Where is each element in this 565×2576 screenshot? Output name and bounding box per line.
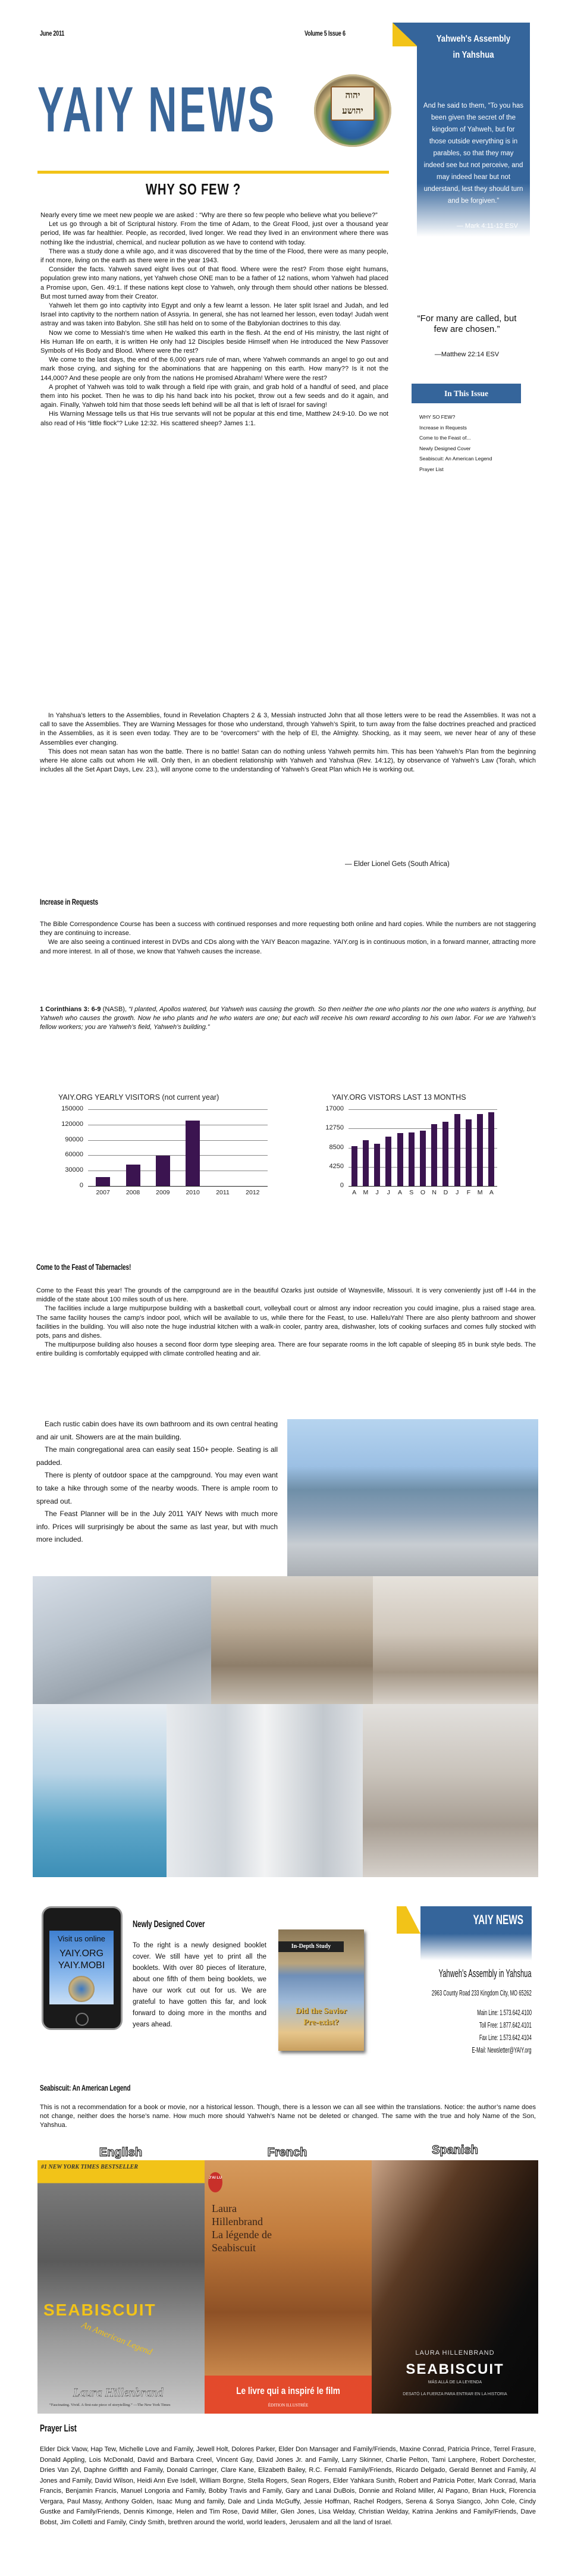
chart-title: YAIY.ORG YEARLY VISITORS (not current year)	[58, 1093, 219, 1102]
bar	[488, 1112, 494, 1186]
sidebar-heading-line1: Yahweh's Assembly	[436, 34, 511, 44]
cover-title: SEABISCUIT	[43, 2301, 156, 2319]
scroll-icon	[331, 86, 375, 121]
contact-email[interactable]	[357, 2046, 532, 2054]
x-tick-label: 2012	[246, 1189, 260, 1196]
sidebar-heading-line2: in Yahshua	[453, 50, 494, 60]
phone-url-org[interactable]: YAIY.ORG	[59, 1949, 104, 1959]
x-tick-label: D	[443, 1189, 448, 1196]
booklet-title	[278, 2006, 364, 2028]
y-tick-label: 17000	[325, 1105, 344, 1112]
cover-english	[37, 2160, 205, 2414]
phone-screen	[49, 1931, 114, 2004]
booklet-title-line1: Did the Savior	[295, 2007, 347, 2016]
x-tick-label: F	[466, 1189, 471, 1196]
cover-author: LAURA HILLENBRAND	[415, 2349, 495, 2357]
y-tick-label: 12750	[325, 1124, 344, 1132]
issue-volume: Volume 5 Issue 6	[305, 29, 346, 37]
toc-item[interactable]: WHY SO FEW?	[419, 414, 456, 420]
sidebar-heading	[427, 31, 520, 63]
cover-title: SEABISCUIT	[406, 2361, 504, 2377]
photo-meeting-hall	[287, 1419, 538, 1576]
x-tick-label: A	[398, 1189, 403, 1196]
bar	[385, 1137, 391, 1186]
section-heading: Come to the Feast of Tabernacles!	[36, 1262, 131, 1272]
x-tick-label: 2008	[125, 1189, 140, 1196]
paragraph: This does not mean satan has won the battle. There is no battle! Satan can do nothing unless Yahweh permits him. This has been Yahweh’s Plan from the beginning where He alone calls out whom He will. Only then, in an obedient relationship with Yahweh and Yahshua (Rev. 14:12), by observance of Yahweh’s Law (Torah, which includes all the Set Apart Days, Lev. 23.), will anyone come to the understanding of Yahweh’s Great Plan which He is working out.	[40, 748, 536, 774]
paragraph: We come to the last days, the end of the 6,000 years rule of man, where Yahweh commands an angel to go out and mark those crying, and sighing for the abominations that are happening on this earth. How many?? Is it not the 144,000? And these people are only from the nations He promised Abraham! Where were the rest?	[40, 356, 388, 382]
toc-item[interactable]: Increase in Requests	[419, 424, 467, 431]
toc-item[interactable]: Seabiscuit: An American Legend	[419, 456, 492, 462]
assembly-logo	[314, 74, 391, 147]
y-tick-label: 90000	[65, 1135, 83, 1143]
x-tick-label: O	[420, 1189, 426, 1196]
toc-item[interactable]: Come to the Feast of...	[419, 435, 471, 441]
paragraph: Elder Dick Vaow, Hap Tew, Michelle Love and Family, Jewell Holt, Dolores Parker, Elder Don Mansager and Family/Friends, Maxine Conrad, Patricia Prince, Terrel Frasure, Donald Appling, Lois McDonald, David and Barbara Creel, Vincent Gay, David Jones Jr. and Family, Larry Skinner, Charlie Pelton, Tami Lanphere, Robert Dorchester, Dries Van Zyl, Daphne Griffith and Family, Donald Carringer, Clare Kane, Elizabeth Bailey, R.C. Fernald Family/Friends, Ricardo Delgado, Gerald Bennet and Family, Al Jones and Family, David Wilson, Heidi Ann Eve Isdell, William Borgne, Stella Rogers, Sean Rogers, Elder Yahkara Sunith, Robert and Patricia Potter, Mark Conrad, Maria Francis, Benjamin Francis, Manuel Longoria and Family, Bobby Travis and Family, Gary and Lanai DuBois, Donnie and Roland Miller, Al Pagano, Brian Huck, Florencia Vergara, Paul Massy, Anthony Golden, Isaac Mung and family, Dale and Linda McGuffy, Jessie Hoffman, Rachel Rodgers, Serena & Sonya Siangco, John Cole, Cindy Gustke and Family/Friends, Dennis Kimonge, Helen and Tim Rose, David Miller, Glen Jones, Lisa Welday, Christian Welday, Katrina Jenkins and Family/Friends, Dave Bobst, Jim Colletti and Family, Cindy Smith, brethren around the world, world leaders, Jerusalem and all the land of Israel.	[40, 2446, 536, 2526]
bar	[477, 1114, 483, 1186]
photo-cabin-room	[373, 1576, 538, 1704]
contact-banner-text: YAIY NEWS	[473, 1912, 523, 1927]
paragraph: The main congregational area can easily seat 150+ people. Seating is all padded.	[36, 1445, 278, 1467]
photo-bathroom	[167, 1704, 363, 1877]
phone-graphic	[42, 1906, 123, 2030]
booklet-title-line2: Pre-exist?	[303, 2018, 339, 2027]
logo-icon	[68, 1976, 95, 2002]
contact-org	[381, 1968, 532, 1980]
bar	[397, 1133, 403, 1186]
cover-label-spanish: Spanish	[432, 2144, 478, 2157]
gold-divider	[37, 171, 389, 174]
paragraph: In Yahshua’s letters to the Assemblies, found in Revelation Chapters 2 & 3, Messiah instructed John that all those letters were to be read the Assemblies. It was not a call to save the Assemblies. They are Warning Messages for those who understand, through Yahweh’s Spirit, to turn away from the false doctrines preached and practiced in the Assemblies, as it is seen even today. They are to be “overcomers” with the help of El, the Almighty. Shocking, as it may seem, we never hear of any of these Assemblies ever changing.	[40, 712, 536, 746]
newsletter-title: YAIY NEWS	[37, 73, 277, 145]
cover-label-french: French	[267, 2146, 307, 2159]
cover-body: To the right is a newly designed booklet cover. We still have yet to print all the booklets. With over 80 pieces of literature, about one fifth of them being booklets, we have our work cut out for us. We are grateful to have gotten this far, and look forward to doing more in the months and years ahead.	[133, 1942, 266, 2028]
contact-banner-fade	[420, 1934, 532, 1960]
cover-author: Laura Hillenbrand	[73, 2386, 164, 2399]
paragraph: There is plenty of outdoor space at the campground. You may even want to take a hike through some of the nearby woods. There is ample room to spread out.	[36, 1471, 278, 1505]
cover-subtitle: An American Legend	[80, 2320, 153, 2358]
paragraph: Come to the Feast this year! The grounds of the campground are in the beautiful Ozarks just outside of Waynesville, Missouri. It is very conveniently just off I-44 in the middle of the state about 100 miles south of us here.	[36, 1287, 536, 1304]
monthly-visitors-chart	[297, 1093, 535, 1212]
x-tick-label: J	[375, 1189, 379, 1196]
section-heading: Prayer List	[40, 2423, 77, 2434]
bar	[454, 1114, 460, 1186]
y-tick-label: 120000	[61, 1120, 83, 1128]
increase-body	[40, 920, 536, 956]
cover-french	[205, 2160, 372, 2414]
contact-address	[357, 1989, 532, 1997]
y-tick-label: 0	[340, 1182, 344, 1189]
pull-quote: “For many are called, but few are chosen.”	[417, 313, 517, 334]
phone-visit-text: Visit us online	[58, 1934, 105, 1943]
photo-interior	[211, 1576, 373, 1704]
home-button-icon	[76, 2013, 89, 2026]
verse-text: “I planted, Apollos watered, but Yahweh was causing the growth. So then neither the one who plants nor the one who waters is anything, but Yahweh who causes the growth. Now he who plants and he who waters are one; but each will receive his own reward according to his own labor. For we are Yahweh’s fellow workers; you are Yahweh’s field, Yahweh’s building.”	[40, 1006, 536, 1031]
section-heading: Increase in Requests	[40, 897, 98, 906]
book-covers	[37, 2144, 538, 2414]
y-tick-label: 60000	[65, 1151, 83, 1159]
bar	[409, 1132, 415, 1186]
gridline	[349, 1128, 497, 1129]
contact-toll-free	[357, 2021, 532, 2029]
bar	[420, 1131, 426, 1186]
sidebar-quote: And he said to them, “To you has been given the secret of the kingdom of Yahweh, but for those outside everything is in parables, so that they may indeed see but not perceive, and may indeed hear but not understand, lest they should turn and be forgiven.”	[423, 102, 524, 205]
cover-title: La légende de Seabiscuit	[212, 2229, 272, 2254]
logo-hebrew-1: יהוה	[345, 90, 360, 101]
phone-url-mobi[interactable]: YAIY.MOBI	[58, 1960, 105, 1971]
issue-date: June 2011	[40, 29, 65, 37]
x-tick-label: M	[363, 1189, 369, 1196]
paragraph: The facilities include a large multipurpose building with a basketball court, volleyball court or almost any indoor recreation you could imagine, plus a raised stage area. The same facility houses the camp's indoor pool, which will be available to us, while there for the Feast, to use. HalleluYah! There are also plenty bathroom and shower facilities in the building. You will also note the huge industrial kitchen with a walk-in cooler, pantry area, dishwasher, lots of cooking surfaces and comes fully stocked with pots, pans and dishes.	[36, 1305, 536, 1340]
paragraph: Each rustic cabin does have its own bathroom and its own central heating and air unit. Showers are at the main building.	[36, 1420, 278, 1441]
card-gold-flag	[397, 1906, 420, 1934]
feast-body	[36, 1287, 536, 1359]
paragraph: A prophet of Yahweh was told to walk through a field ripe with grain, and grab hold of a handful of seed, and place them into his pocket. Then he was to dip his hand back into his pocket, throw out a few seeds and do it again, and again. Finally, Yahweh told him that those seeds left behind will be all that is left of Israel for saving!	[40, 383, 388, 409]
cover-publisher: J'AI LU	[208, 2172, 222, 2192]
contact-main-line-text: Main Line: 1.573.642.4100	[477, 2009, 532, 2017]
x-tick-label: 2007	[96, 1189, 110, 1196]
chart-plot	[349, 1109, 497, 1187]
cover-label-english: English	[99, 2146, 143, 2159]
x-tick-label: 2011	[216, 1189, 230, 1196]
logo-hebrew-2: יהושע	[342, 105, 363, 116]
prayer-list-body	[40, 2445, 536, 2528]
cover-tagline: #1 NEW YORK TIMES BESTSELLER	[41, 2164, 139, 2170]
gridline	[88, 1140, 268, 1141]
x-tick-label: S	[409, 1189, 414, 1196]
bar	[363, 1140, 369, 1186]
photo-pool	[33, 1704, 167, 1877]
cover-author: Laura Hillenbrand	[212, 2202, 263, 2227]
x-tick-label: A	[352, 1189, 357, 1196]
feast-column	[36, 1418, 284, 1555]
x-tick-label: 2009	[156, 1189, 170, 1196]
chart-title: YAIY.ORG VISTORS LAST 13 MONTHS	[332, 1093, 466, 1102]
x-tick-label: M	[477, 1189, 483, 1196]
cover-subtitle: MÁS ALLÁ DE LA LEYENDA	[428, 2380, 482, 2384]
contact-fax-text: Fax Line: 1.573.642.4104	[479, 2034, 532, 2042]
scripture-quote	[40, 1005, 536, 1033]
section-heading: Newly Designed Cover	[133, 1919, 205, 1929]
gridline	[88, 1155, 268, 1156]
contact-address-text: 2963 County Road 233 Kingdom City, MO 65262	[432, 1989, 532, 1997]
y-tick-label: 4250	[329, 1162, 344, 1170]
section-heading: Seabiscuit: An American Legend	[40, 2083, 131, 2092]
y-tick-label: 0	[79, 1182, 83, 1189]
y-tick-label: 8500	[329, 1143, 344, 1151]
why-so-few-body-wide	[40, 711, 536, 774]
paragraph: The Feast Planner will be in the July 2011 YAIY News with much more info. Prices will surprisingly be about the same as last year, but with much more included.	[36, 1510, 278, 1544]
paragraph: This is not a recommendation for a book or movie, nor a historical lesson. Though, there is a lesson we can all see within the translations. Notice: the author’s name does not change, neither does the horse’s name. How much more should Yahweh’s Name not be deleted or changed. The same with the true and holy Name of the Son, Yahshua.	[40, 2104, 536, 2129]
contact-fax	[357, 2034, 532, 2042]
photo-gym	[33, 1576, 211, 1704]
x-tick-label: A	[489, 1189, 494, 1196]
bar	[96, 1177, 110, 1186]
in-this-issue-header: In This Issue	[412, 384, 521, 403]
contact-toll-free-text: Toll Free: 1.877.642.4101	[479, 2021, 532, 2029]
y-tick-label: 150000	[61, 1105, 83, 1112]
cover-blurb: “Fascinating. Vivid. A first-rate piece of storytelling.” —The New York Times	[49, 2403, 171, 2407]
toc-item[interactable]: Newly Designed Cover	[419, 445, 471, 451]
paragraph: Consider the facts. Yahweh saved eight lives out of that flood. Where were the rest? From those eight humans, population grew into many nations, yet Yahweh chose ONE man to be a father of 12 nations, whom Yahweh had placed a Promise upon, Gen. 49:1. If these nations kept close to Yahweh, only through them should other nations be blessed. But most turned away from their Creator.	[40, 266, 388, 300]
x-tick-label: J	[387, 1189, 390, 1196]
paragraph: There was a study done a while ago, and it was discovered that by the time of the Flood, there were as many people, if not more, living on the earth as there were in the year 1943.	[40, 247, 388, 265]
paragraph: We are also seeing a continued interest in DVDs and CDs along with the YAIY Beacon magazine. YAIY.org is in continuous motion, in a forward manner, attracting more and more interest. In all of those, we know that Yahweh causes the increase.	[40, 939, 536, 955]
paragraph: Now we come to Messiah’s time when He walked this earth in the flesh. At the end of His ministry, the last night of His Human life on earth, it is written He only had 12 Disciples beside Himself when He introduced the New Passover Symbols of His Body and Blood. Where were the rest?	[40, 329, 388, 355]
contact-email-link[interactable]: E-Mail: Newsletter@YAIY.org	[472, 2046, 532, 2054]
x-tick-label: 2010	[186, 1189, 200, 1196]
paragraph: The Bible Correspondence Course has been a success with continued responses and more requesting both online and hard copies. While the numbers are not staggering they are continuing to increase.	[40, 921, 536, 937]
x-tick-label: N	[432, 1189, 437, 1196]
gridline	[88, 1109, 268, 1110]
paragraph: The multipurpose building also houses a second floor dorm type sleeping area. There are four separate rooms in the loft capable of sleeping 85 in bunk style beds. The entire building is comfortably equipped with climate controlled heating and air.	[36, 1341, 536, 1358]
verse-version: (NASB),	[101, 1006, 129, 1013]
bar	[351, 1146, 357, 1186]
booklet-band: In-Depth Study	[278, 1941, 344, 1952]
y-tick-label: 30000	[65, 1166, 83, 1174]
paragraph: His Warning Message tells us that His true servants will not be popular at this end time, Matthew 24:9-10. Do we not also read of His “little flock”? Luke 12:32. His scattered sheep? James 1:1.	[40, 410, 388, 427]
seabiscuit-body	[40, 2103, 536, 2131]
bar	[442, 1122, 448, 1186]
gridline	[349, 1109, 497, 1110]
cover-banner: Le livre qui a inspiré le film	[236, 2385, 340, 2396]
in-this-issue-list	[419, 412, 526, 475]
photo-kitchen	[363, 1704, 538, 1877]
why-so-few-body	[40, 211, 388, 428]
sidebar-quote-ref: — Mark 4:11-12 ESV	[456, 222, 518, 230]
contact-banner	[420, 1906, 532, 1934]
paragraph: Yahweh let them go into captivity into Egypt and only a few learnt a lesson. He later split Israel and Judah, and led Israel into captivity to the northern nation of Assyria. In general, she has not learned her lesson, even today! Judah went astray and was taken into Babylon. She still has held on to some of the Babylonian doctrines to this day.	[40, 302, 388, 328]
bar	[374, 1144, 380, 1186]
contact-org-text: Yahweh's Assembly in Yahshua	[439, 1968, 532, 1979]
article-title: WHY SO FEW ?	[146, 180, 241, 198]
bar	[126, 1165, 140, 1186]
bar	[466, 1119, 472, 1186]
toc-item[interactable]: Prayer List	[419, 466, 444, 472]
cover-spanish	[372, 2160, 538, 2414]
bar	[186, 1121, 200, 1186]
bar	[156, 1156, 170, 1186]
paragraph: Nearly every time we meet new people we are asked : “Why are there so few people who believe what you believe?”	[40, 212, 378, 219]
bar	[431, 1124, 437, 1186]
booklet-cover	[278, 1929, 364, 2051]
chart-plot	[88, 1109, 268, 1187]
cover-edition: ÉDITION ILLUSTRÉE	[268, 2403, 309, 2408]
pull-quote-ref: —Matthew 22:14 ESV	[434, 351, 500, 358]
x-tick-label: J	[456, 1189, 459, 1196]
paragraph: Let us go through a bit of Scriptural history. From the time of Adam, to the Great Flood, just over a thousand year period, life was far healthier. People, as recorded, lived longer. We read they lived in an environment where there was nothing like the industrial, chemical, and nuclear pollution as we have to contend with today.	[40, 221, 388, 246]
article-signature: — Elder Lionel Gets (South Africa)	[345, 861, 450, 868]
yearly-visitors-chart	[36, 1093, 274, 1212]
verse-ref: 1 Corinthians 3: 6-9	[40, 1006, 101, 1013]
cover-tagline: DESATÓ LA FUERZA PARA ENTRAR EN LA HISTORIA	[403, 2392, 507, 2396]
contact-main-line	[357, 2009, 532, 2017]
